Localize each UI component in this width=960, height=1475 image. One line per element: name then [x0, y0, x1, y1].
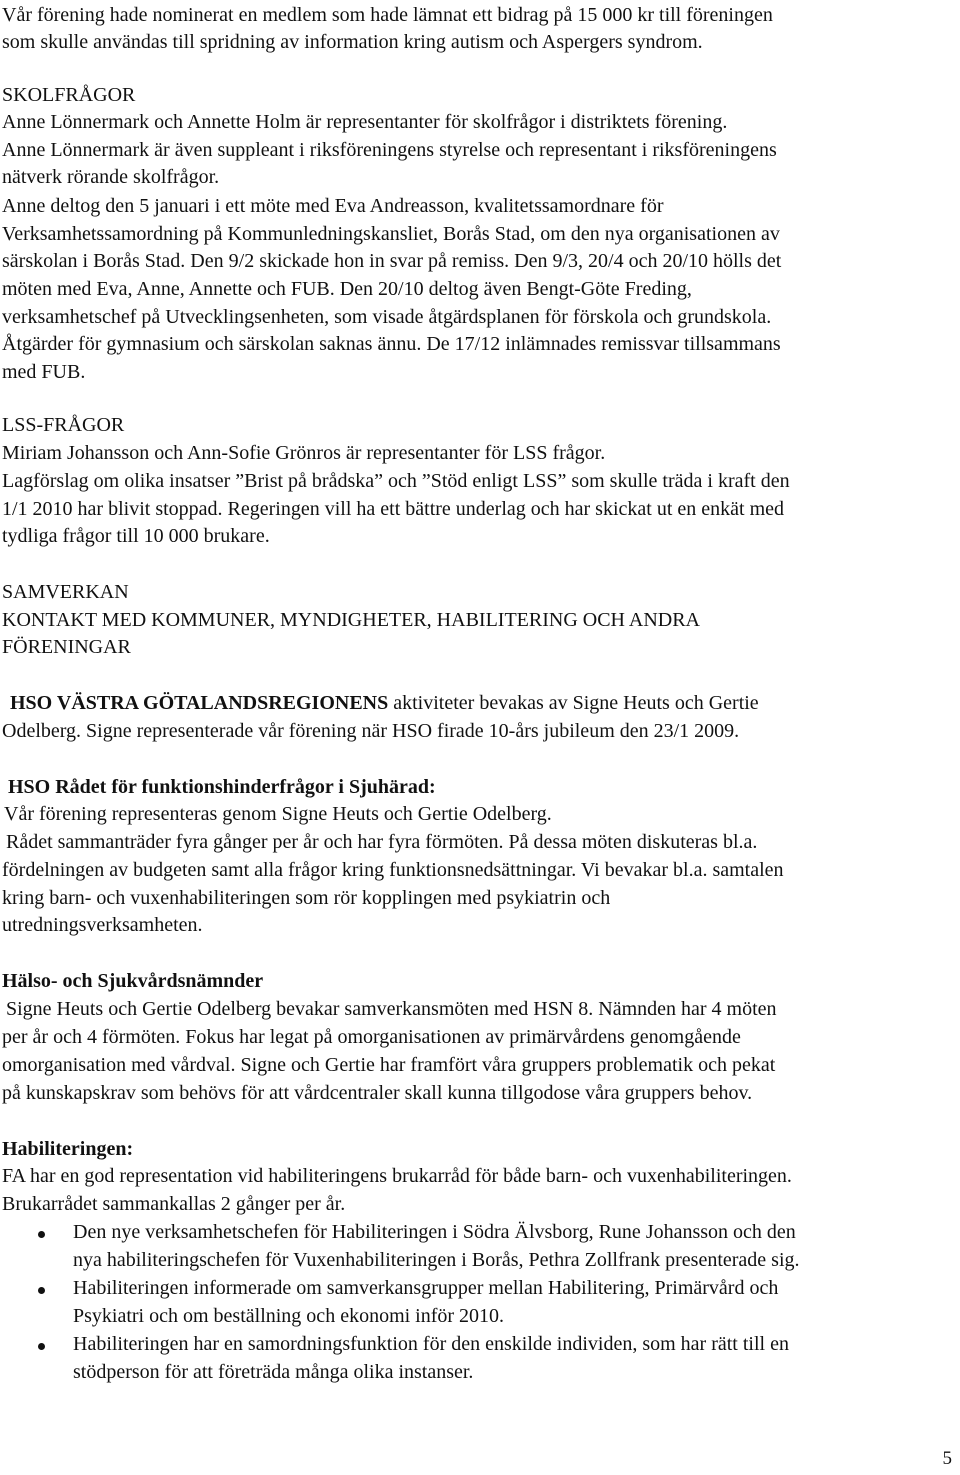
text-line: Verksamhetssamordning på Kommunledningskansliet, Borås Stad, om den nya organisationen av — [2, 223, 780, 245]
text-line: Vår förening hade nominerat en medlem som hade lämnat ett bidrag på 15 000 kr till föreningen — [2, 4, 773, 26]
text-line: nya habiliteringschefen för Vuxenhabiliteringen i Borås, Pethra Zollfrank presenterade sig. — [73, 1249, 800, 1271]
text-line: kring barn- och vuxenhabiliteringen som rör kopplingen med psykiatrin och — [2, 887, 611, 909]
section-heading: SAMVERKAN — [2, 581, 129, 603]
bullet-icon — [38, 1287, 45, 1294]
text-line: Habiliteringen har en samordningsfunktion för den enskilde individen, som har rätt till en — [73, 1333, 789, 1355]
text-line: stödperson för att företräda många olika instanser. — [73, 1361, 474, 1383]
text-line: med FUB. — [2, 361, 86, 383]
bold-heading: HSO VÄSTRA GÖTALANDSREGIONENS — [10, 692, 389, 714]
text-line: Anne Lönnermark är även suppleant i riksföreningens styrelse och representant i riksföreningens — [2, 139, 777, 161]
bullet-icon — [38, 1231, 45, 1238]
text-line: Psykiatri och om beställning och ekonomi inför 2010. — [73, 1305, 505, 1327]
text-line: 1/1 2010 har blivit stoppad. Regeringen vill ha ett bättre underlag och har skickat ut en enkät med — [2, 498, 785, 520]
page-number: 5 — [942, 1448, 952, 1469]
text-line: Signe Heuts och Gertie Odelberg bevakar samverkansmöten med HSN 8. Nämnden har 4 möten — [6, 998, 777, 1020]
subheading: KONTAKT MED KOMMUNER, MYNDIGHETER, HABILITERING OCH ANDRA — [2, 609, 700, 631]
text-line: Den nye verksamhetschefen för Habiliteringen i Södra Älvsborg, Rune Johansson och den — [73, 1221, 796, 1243]
bullet-icon — [38, 1343, 45, 1350]
text-line: Brukarrådet sammankallas 2 gånger per år. — [2, 1193, 346, 1215]
text-line: på kunskapskrav som behövs för att vårdcentraler skall kunna tillgodose våra gruppers behov. — [2, 1082, 753, 1104]
text-line: Anne Lönnermark och Annette Holm är representanter för skolfrågor i distriktets förening. — [2, 111, 728, 133]
section-heading: SKOLFRÅGOR — [2, 84, 136, 106]
subheading: FÖRENINGAR — [2, 636, 131, 658]
text-line: nätverk rörande skolfrågor. — [2, 166, 220, 188]
text-line: Habiliteringen informerade om samverkansgrupper mellan Habilitering, Primärvård och — [73, 1277, 779, 1299]
text-line: Vår förening representeras genom Signe Heuts och Gertie Odelberg. — [4, 803, 552, 825]
text-line: FA har en god representation vid habiliteringens brukarråd för både barn- och vuxenhabiliteringen. — [2, 1165, 792, 1187]
text-line: Rådet sammanträder fyra gånger per år och har fyra förmöten. På dessa möten diskuteras bl.a. — [6, 831, 758, 853]
text-line: omorganisation med vårdval. Signe och Gertie har framfört våra gruppers problematik och pekat — [2, 1054, 776, 1076]
text-line: Miriam Johansson och Ann-Sofie Grönros är representanter för LSS frågor. — [2, 442, 606, 464]
text-line: Anne deltog den 5 januari i ett möte med Eva Andreasson, kvalitetssamordnare för — [2, 195, 664, 217]
section-heading: Hälso- och Sjukvårdsnämnder — [2, 970, 264, 992]
text-line: Lagförslag om olika insatser ”Brist på brådska” och ”Stöd enligt LSS” som skulle träda i kraft den — [2, 470, 790, 492]
text-line — [2, 690, 759, 716]
text-line: fördelningen av budgeten samt alla frågor kring funktionsnedsättningar. Vi bevakar bl.a. samtalen — [2, 859, 784, 881]
text-line: tydliga frågor till 10 000 brukare. — [2, 525, 270, 547]
text-line: per år och 4 förmöten. Fokus har legat på omorganisationen av primärvårdens genomgående — [2, 1026, 741, 1048]
text-line: Åtgärder för gymnasium och särskolan saknas ännu. De 17/12 inlämnades remissvar tillsammans — [2, 333, 781, 355]
text-line: möten med Eva, Anne, Annette och FUB. Den 20/10 deltog även Bengt-Göte Freding, — [2, 278, 692, 300]
text-line: särskolan i Borås Stad. Den 9/2 skickade hon in svar på remiss. Den 9/3, 20/4 och 20/10 hölls det — [2, 250, 782, 272]
text-line: Odelberg. Signe representerade vår förening när HSO firade 10-års jubileum den 23/1 2009. — [2, 720, 740, 742]
section-heading: HSO Rådet för funktionshinderfrågor i Sjuhärad: — [8, 776, 436, 798]
text-line: utredningsverksamheten. — [2, 914, 203, 936]
section-heading: LSS-FRÅGOR — [2, 414, 125, 436]
text-line: verksamhetschef på Utvecklingsenheten, som visade åtgärdsplanen för förskola och grundskola. — [2, 306, 772, 328]
text-line: som skulle användas till spridning av information kring autism och Aspergers syndrom. — [2, 31, 703, 53]
section-heading: Habiliteringen: — [2, 1138, 134, 1160]
text-span: aktiviteter bevakas av Signe Heuts och Gertie — [388, 692, 759, 714]
